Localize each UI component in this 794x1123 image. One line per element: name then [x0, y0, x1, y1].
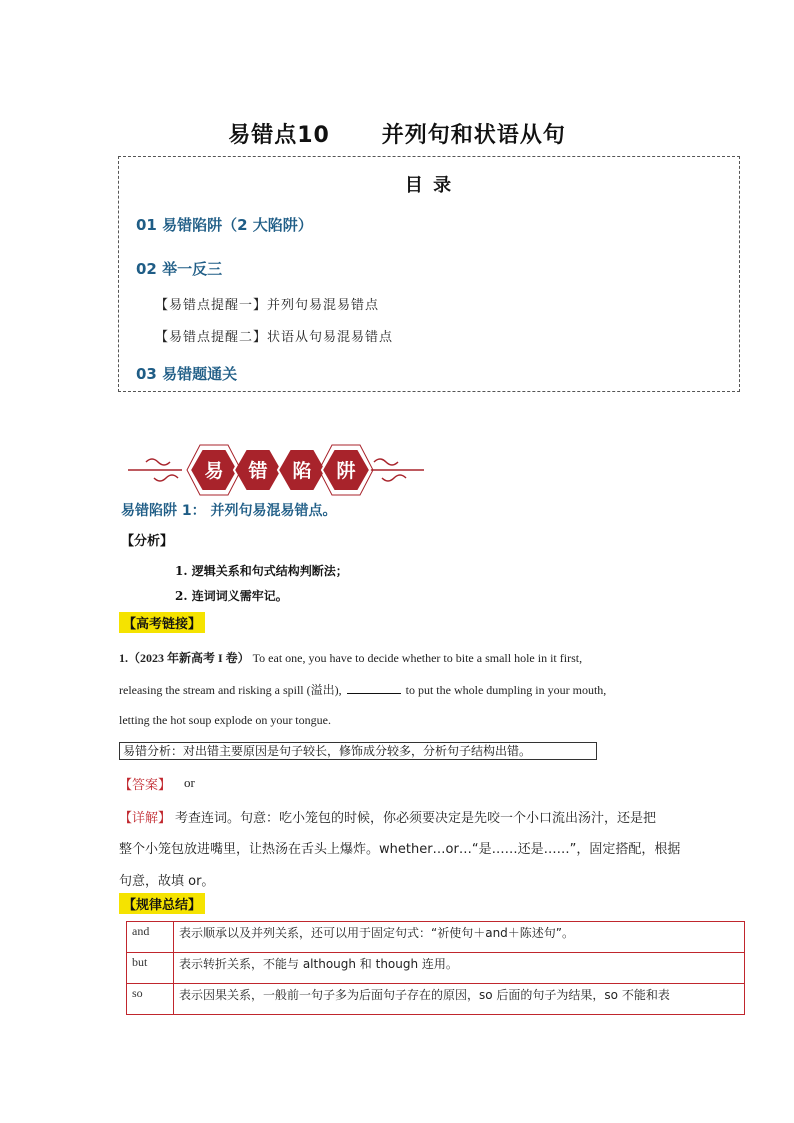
- error-analysis-box: 易错分析：对出错主要原因是句子较长，修饰成分较多，分析句子结构出错。: [119, 742, 597, 760]
- rule-word: so: [127, 984, 174, 1015]
- trap-title: 易错陷阱 1： 并列句易混易错点。: [121, 503, 337, 519]
- table-row: [127, 953, 745, 984]
- method-item-1: 1. 逻辑关系和句式结构判断法；: [175, 564, 348, 578]
- banner-char-3: 陷: [292, 460, 312, 482]
- question-source: 1.（2023 年新高考 I 卷）: [119, 651, 250, 665]
- method-item-2: 2. 连词词义需牢记。: [175, 589, 288, 603]
- analysis-label: 【分析】: [121, 534, 174, 549]
- question-line-3: letting the hot soup explode on your tongue.: [119, 713, 331, 727]
- detail-line-1: 考查连词。句意：吃小笼包的时候，你必须要决定是先咬一个小口流出汤汁，还是把: [175, 811, 657, 826]
- section-banner: [126, 440, 426, 500]
- banner-char-1: 易: [204, 460, 224, 482]
- banner-left-ornament: [128, 459, 182, 481]
- answer-label: 【答案】: [119, 778, 172, 793]
- toc-item-examples[interactable]: 02 举一反三: [136, 260, 223, 278]
- rule-desc: 表示因果关系，一般前一句子多为后面句子存在的原因，so 后面的句子为结果，so 不能和表: [174, 984, 745, 1015]
- question-line-1: [119, 649, 582, 666]
- question-line-2: [119, 681, 606, 698]
- detail-label: 【详解】: [119, 811, 172, 826]
- exam-link-label: 【高考链接】: [119, 612, 205, 633]
- table-row: [127, 922, 745, 953]
- answer-value: or: [184, 775, 195, 790]
- toc-sub-item-adverbial[interactable]: 【易错点提醒二】状语从句易混易错点: [155, 330, 394, 345]
- toc-sub-item-coordinate[interactable]: 【易错点提醒一】并列句易混易错点: [155, 298, 380, 313]
- detail-line-3: 句意，故填 or。: [119, 874, 215, 889]
- toc-item-traps[interactable]: 01 易错陷阱（2 大陷阱）: [136, 216, 313, 234]
- question-text-2a: releasing the stream and risking a spill (溢出),: [119, 683, 342, 697]
- table-row: [127, 984, 745, 1015]
- toc-item-exercises[interactable]: 03 易错题通关: [136, 365, 238, 383]
- rules-table: [126, 921, 745, 1015]
- banner-right-ornament: [370, 459, 424, 481]
- rule-desc: 表示顺承以及并列关系，还可以用于固定句式：“祈使句＋and＋陈述句”。: [174, 922, 745, 953]
- question-text-2b: to put the whole dumpling in your mouth,: [405, 683, 607, 697]
- summary-label: 【规律总结】: [119, 893, 205, 914]
- page-title: 易错点10 并列句和状语从句: [228, 123, 566, 148]
- answer-blank[interactable]: [347, 683, 401, 694]
- table-of-contents: [118, 156, 740, 392]
- detail-line-2: 整个小笼包放进嘴里，让热汤在舌头上爆炸。whether…or…“是……还是……”，固定搭配，根据: [119, 842, 681, 857]
- rule-desc: 表示转折关系，不能与 although 和 though 连用。: [174, 953, 745, 984]
- banner-char-4: 阱: [336, 460, 356, 482]
- rule-word: and: [127, 922, 174, 953]
- toc-heading: 目 录: [404, 175, 454, 196]
- question-text-1: To eat one, you have to decide whether to bite a small hole in it first,: [252, 651, 583, 665]
- rule-word: but: [127, 953, 174, 984]
- banner-char-2: 错: [248, 460, 268, 482]
